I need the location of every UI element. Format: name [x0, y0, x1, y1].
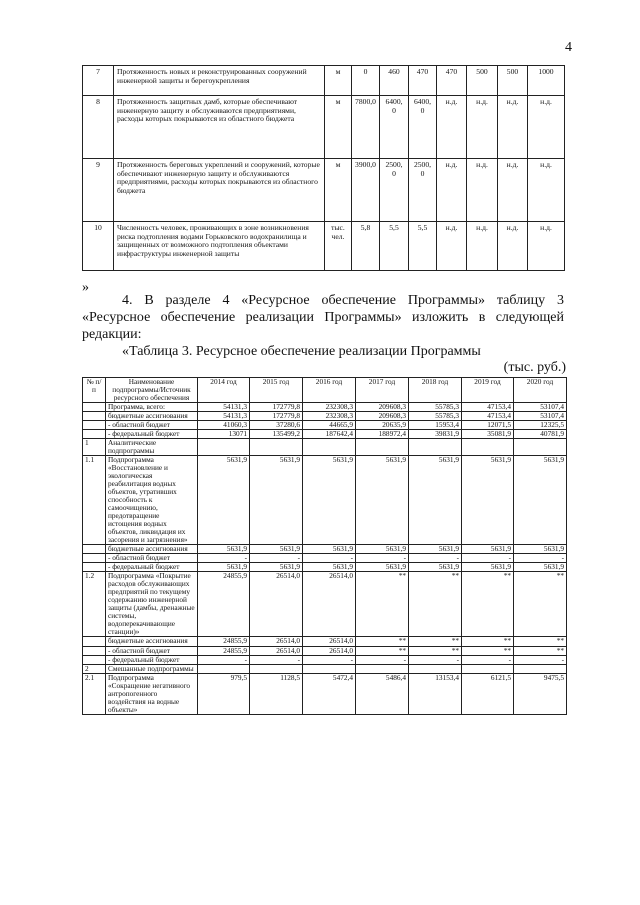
value-cell: -	[250, 655, 303, 664]
value-cell: 5631,9	[250, 563, 303, 572]
table-row	[83, 421, 567, 430]
source-name: - федеральный бюджет	[106, 430, 198, 439]
value-cell: 1000	[528, 66, 565, 96]
value-cell: 5,5	[380, 222, 409, 271]
value-cell: -	[198, 554, 250, 563]
row-number	[83, 412, 106, 421]
value-cell: 26514,0	[303, 637, 356, 646]
value-cell: **	[462, 637, 514, 646]
value-cell: 5,5	[409, 222, 437, 271]
value-cell: н.д.	[498, 159, 528, 222]
value-cell	[198, 664, 250, 673]
column-header: № п/п	[83, 378, 106, 403]
value-cell	[250, 439, 303, 456]
column-header: 2018 год	[409, 378, 462, 403]
value-cell: н.д.	[467, 159, 498, 222]
value-cell: **	[356, 646, 409, 655]
value-cell: -	[356, 554, 409, 563]
value-cell: 1128,5	[250, 673, 303, 714]
value-cell: **	[409, 646, 462, 655]
value-cell: 5631,9	[514, 545, 567, 554]
value-cell: 6400, 0	[409, 96, 437, 159]
value-cell: н.д.	[467, 222, 498, 271]
value-cell	[250, 664, 303, 673]
table-row	[83, 456, 567, 545]
value-cell: 209608,3	[356, 403, 409, 412]
value-cell: 6121,5	[462, 673, 514, 714]
value-cell: н.д.	[498, 222, 528, 271]
value-cell: 40781,9	[514, 430, 567, 439]
column-header: Наименование подпрограммы/Источник ресурсного обеспечения	[106, 378, 198, 403]
row-number: 8	[83, 96, 114, 159]
table-row	[83, 637, 567, 646]
value-cell	[303, 439, 356, 456]
value-cell: 55785,3	[409, 412, 462, 421]
value-cell: н.д.	[437, 159, 467, 222]
column-header: 2017 год	[356, 378, 409, 403]
row-number: 7	[83, 66, 114, 96]
value-cell: 5631,9	[409, 456, 462, 545]
column-header: 2015 год	[250, 378, 303, 403]
value-cell: н.д.	[437, 96, 467, 159]
value-cell: -	[409, 554, 462, 563]
table-row	[83, 403, 567, 412]
value-cell: -	[514, 554, 567, 563]
value-cell: н.д.	[437, 222, 467, 271]
value-cell: -	[462, 554, 514, 563]
value-cell: 5631,9	[250, 545, 303, 554]
row-number: 9	[83, 159, 114, 222]
value-cell: 5631,9	[356, 456, 409, 545]
value-cell: 39831,9	[409, 430, 462, 439]
value-cell: 5631,9	[303, 456, 356, 545]
table-row	[83, 554, 567, 563]
value-cell: 5631,9	[409, 563, 462, 572]
row-number	[83, 637, 106, 646]
table-row	[83, 412, 567, 421]
row-number: 1	[83, 439, 106, 456]
value-cell: -	[250, 554, 303, 563]
source-name: бюджетные ассигнования	[106, 545, 198, 554]
value-cell: 5631,9	[198, 456, 250, 545]
row-number	[83, 421, 106, 430]
column-header: 2020 год	[514, 378, 567, 403]
row-number: 1.1	[83, 456, 106, 545]
value-cell: 5,8	[352, 222, 380, 271]
value-cell	[462, 439, 514, 456]
value-cell: 13071	[198, 430, 250, 439]
value-cell: 188972,4	[356, 430, 409, 439]
source-name: - федеральный бюджет	[106, 563, 198, 572]
value-cell: 24855,9	[198, 646, 250, 655]
row-number	[83, 554, 106, 563]
value-cell: 232308,3	[303, 412, 356, 421]
value-cell: 37280,6	[250, 421, 303, 430]
source-name: Подпрограмма «Покрытие расходов обслуживающих предприятий по текущему содержанию инженерной защиты (дамбы, дренажные системы, водоперекачивающие станции)»	[106, 572, 198, 637]
value-cell: 0	[352, 66, 380, 96]
amendment-paragraph: 4. В разделе 4 «Ресурсное обеспечение Программы» таблицу 3 «Ресурсное обеспечение реализации Программы» изложить в следующей редакции:	[82, 293, 564, 342]
value-cell	[356, 439, 409, 456]
table-row	[83, 572, 567, 637]
value-cell: 5631,9	[462, 563, 514, 572]
column-header: 2016 год	[303, 378, 356, 403]
row-number	[83, 403, 106, 412]
value-cell: н.д.	[467, 96, 498, 159]
value-cell: 6400, 0	[380, 96, 409, 159]
value-cell: 26514,0	[250, 572, 303, 637]
table-row	[83, 646, 567, 655]
value-cell	[514, 439, 567, 456]
value-cell: 35081,9	[462, 430, 514, 439]
value-cell: н.д.	[498, 96, 528, 159]
indicator-name: Численность человек, проживающих в зоне возникновения риска подтопления водами Горьковского водохранилища и защищенных от возможного подтопления объектами инфраструктуры инженерной защиты	[114, 222, 325, 271]
value-cell: -	[356, 655, 409, 664]
value-cell: 26514,0	[250, 646, 303, 655]
resource-table-body	[83, 378, 567, 715]
value-cell	[356, 664, 409, 673]
source-name: - областной бюджет	[106, 554, 198, 563]
value-cell: 5631,9	[462, 456, 514, 545]
table-row	[83, 96, 565, 159]
unit-cell: тыс. чел.	[325, 222, 352, 271]
value-cell: 5631,9	[303, 545, 356, 554]
value-cell: 26514,0	[303, 646, 356, 655]
value-cell: 5631,9	[198, 545, 250, 554]
value-cell: **	[514, 637, 567, 646]
source-name: Программа, всего:	[106, 403, 198, 412]
value-cell: 5631,9	[356, 563, 409, 572]
value-cell: -	[462, 655, 514, 664]
table-row	[83, 430, 567, 439]
unit-cell: м	[325, 96, 352, 159]
value-cell: 500	[498, 66, 528, 96]
value-cell: **	[462, 646, 514, 655]
value-cell: 53107,4	[514, 412, 567, 421]
value-cell: 5631,9	[462, 545, 514, 554]
value-cell: 5631,9	[409, 545, 462, 554]
value-cell: -	[198, 655, 250, 664]
source-name: бюджетные ассигнования	[106, 412, 198, 421]
value-cell	[462, 664, 514, 673]
value-cell: 5631,9	[250, 456, 303, 545]
value-cell: 500	[467, 66, 498, 96]
value-cell: 3900,0	[352, 159, 380, 222]
source-name: бюджетные ассигнования	[106, 637, 198, 646]
value-cell: 12071,5	[462, 421, 514, 430]
row-number	[83, 430, 106, 439]
value-cell: н.д.	[528, 159, 565, 222]
row-number: 2.1	[83, 673, 106, 714]
value-cell: 460	[380, 66, 409, 96]
value-cell: 15953,4	[409, 421, 462, 430]
table-row	[83, 66, 565, 96]
value-cell: 5631,9	[514, 563, 567, 572]
value-cell: 54131,3	[198, 403, 250, 412]
header-row	[83, 378, 567, 403]
indicators-table-body	[83, 66, 565, 271]
value-cell: 187642,4	[303, 430, 356, 439]
source-name: - областной бюджет	[106, 421, 198, 430]
source-name: - областной бюджет	[106, 646, 198, 655]
source-name: - федеральный бюджет	[106, 655, 198, 664]
value-cell: -	[409, 655, 462, 664]
row-number: 10	[83, 222, 114, 271]
table-row	[83, 673, 567, 714]
value-cell: 12325,5	[514, 421, 567, 430]
table-title: «Таблица 3. Ресурсное обеспечение реализации Программы	[122, 344, 481, 359]
table-row	[83, 222, 565, 271]
value-cell: 979,5	[198, 673, 250, 714]
value-cell: 470	[437, 66, 467, 96]
row-number	[83, 545, 106, 554]
closing-quote: »	[82, 280, 89, 295]
value-cell: 5486,4	[356, 673, 409, 714]
value-cell: 232308,3	[303, 403, 356, 412]
row-number: 2	[83, 664, 106, 673]
value-cell: **	[356, 637, 409, 646]
value-cell: 24855,9	[198, 637, 250, 646]
value-cell: 5631,9	[514, 456, 567, 545]
table-row	[83, 563, 567, 572]
table-row	[83, 664, 567, 673]
unit-cell: м	[325, 66, 352, 96]
value-cell: -	[514, 655, 567, 664]
row-number	[83, 563, 106, 572]
value-cell: 41060,3	[198, 421, 250, 430]
source-name: Подпрограмма «Сокращение негативного антропогенного воздействия на водные объекты»	[106, 673, 198, 714]
value-cell: **	[409, 572, 462, 637]
value-cell	[514, 664, 567, 673]
value-cell: 24855,9	[198, 572, 250, 637]
value-cell: 2500, 0	[380, 159, 409, 222]
value-cell	[409, 664, 462, 673]
value-cell: 54131,3	[198, 412, 250, 421]
value-cell: н.д.	[528, 96, 565, 159]
value-cell: 44665,9	[303, 421, 356, 430]
row-number	[83, 655, 106, 664]
value-cell: 172779,8	[250, 403, 303, 412]
value-cell: -	[303, 655, 356, 664]
value-cell: **	[462, 572, 514, 637]
source-name: Подпрограмма «Восстановление и экологическая реабилитация водных объектов, утративших способность к самоочищению, предотвращение истощения водных объектов, ликвидация их засорения и загрязнения»	[106, 456, 198, 545]
indicator-name: Протяженность новых и реконструированных сооружений инженерной защиты и берегоукрепления	[114, 66, 325, 96]
page-number: 4	[565, 40, 572, 55]
value-cell: 2500, 0	[409, 159, 437, 222]
value-cell: 53107,4	[514, 403, 567, 412]
value-cell: **	[356, 572, 409, 637]
column-header: 2014 год	[198, 378, 250, 403]
source-name: Смешанные подпрограммы	[106, 664, 198, 673]
unit-label: (тыс. руб.)	[503, 360, 566, 375]
value-cell: -	[303, 554, 356, 563]
indicator-name: Протяженность береговых укреплений и сооружений, которые обеспечивают инженерную защиту и обслуживаются предприятиями, расходы которых покрываются из областного бюджета	[114, 159, 325, 222]
value-cell: 470	[409, 66, 437, 96]
value-cell: 26514,0	[303, 572, 356, 637]
resource-table	[82, 377, 567, 715]
value-cell: 5631,9	[303, 563, 356, 572]
source-name: Аналитические подпрограммы	[106, 439, 198, 456]
table-row	[83, 545, 567, 554]
value-cell: 7800,0	[352, 96, 380, 159]
row-number	[83, 646, 106, 655]
table-row	[83, 439, 567, 456]
value-cell: **	[514, 646, 567, 655]
row-number: 1.2	[83, 572, 106, 637]
value-cell	[198, 439, 250, 456]
value-cell: 135499,2	[250, 430, 303, 439]
value-cell: 5631,9	[356, 545, 409, 554]
value-cell: 20635,9	[356, 421, 409, 430]
value-cell: **	[409, 637, 462, 646]
value-cell: **	[514, 572, 567, 637]
indicators-table	[82, 65, 565, 271]
value-cell: 47153,4	[462, 412, 514, 421]
table-row	[83, 655, 567, 664]
value-cell: 13153,4	[409, 673, 462, 714]
value-cell: 5472,4	[303, 673, 356, 714]
column-header: 2019 год	[462, 378, 514, 403]
table-row	[83, 159, 565, 222]
unit-cell: м	[325, 159, 352, 222]
value-cell: 9475,5	[514, 673, 567, 714]
value-cell: 26514,0	[250, 637, 303, 646]
value-cell: 209608,3	[356, 412, 409, 421]
value-cell	[303, 664, 356, 673]
value-cell: 5631,9	[198, 563, 250, 572]
value-cell: 55785,3	[409, 403, 462, 412]
value-cell	[409, 439, 462, 456]
value-cell: н.д.	[528, 222, 565, 271]
value-cell: 172779,8	[250, 412, 303, 421]
indicator-name: Протяженность защитных дамб, которые обеспечивают инженерную защиту и обслуживаются предприятиями, расходы которых покрываются из областного бюджета	[114, 96, 325, 159]
value-cell: 47153,4	[462, 403, 514, 412]
